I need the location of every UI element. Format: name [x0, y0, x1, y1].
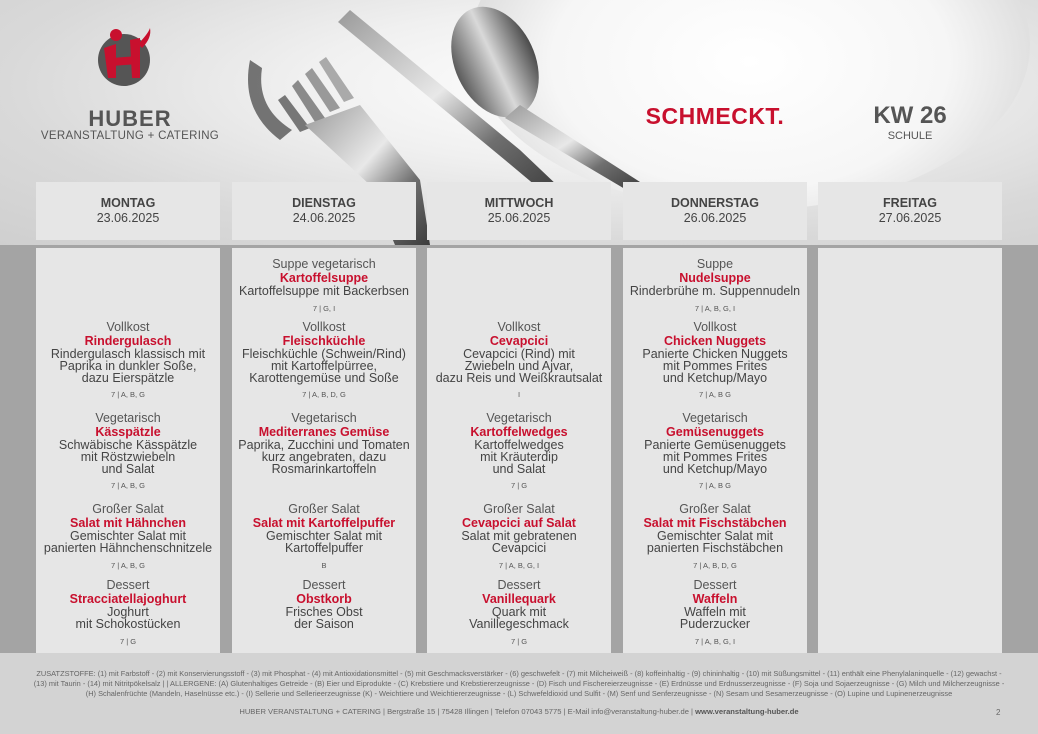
meal-item	[232, 411, 416, 475]
meal-item	[623, 578, 807, 646]
meal-category: Dessert	[302, 578, 346, 592]
meal-description: Gemischter Salat mit Kartoffelpuffer	[265, 529, 382, 555]
meal-codes: 7 | A, B, G, I	[694, 303, 736, 313]
meal-item	[427, 320, 611, 399]
day-header-wednesday	[427, 182, 611, 240]
day-header-tuesday	[232, 182, 416, 240]
meal-name: Kartoffelwedges	[470, 425, 568, 439]
meal-description: Cevapcici (Rind) mit Zwiebeln und Ajvar, dazu Reis und Weißkrautsalat	[435, 347, 603, 385]
meal-category: Vollkost	[302, 320, 346, 334]
meal-category: Vegetarisch	[682, 411, 748, 425]
day-name: DIENSTAG	[292, 196, 356, 210]
meal-item	[232, 257, 416, 313]
day-column-wednesday	[427, 248, 611, 653]
huber-logo-icon	[94, 26, 154, 88]
meal-category: Großer Salat	[483, 502, 555, 516]
meal-description: Waffeln mit Puderzucker	[679, 605, 751, 631]
page-number: 2	[996, 708, 1001, 717]
meal-codes: B	[321, 560, 327, 570]
meal-description: Gemischter Salat mit panierten Hähnchenschnitzele	[43, 529, 213, 555]
brand-subtitle: VERANSTALTUNG + CATERING	[40, 130, 220, 142]
meal-name: Salat mit Fischstäbchen	[643, 516, 787, 530]
meal-codes: 7 | A, B, G, I	[694, 636, 736, 646]
meal-category: Vollkost	[497, 320, 541, 334]
day-name: MONTAG	[100, 196, 156, 210]
meal-item	[623, 257, 807, 313]
meal-category: Dessert	[106, 578, 150, 592]
meal-name: Obstkorb	[296, 592, 352, 606]
day-date: 26.06.2025	[683, 211, 747, 225]
meal-codes: 7 | G, I	[312, 303, 336, 313]
footer-address: HUBER VERANSTALTUNG + CATERING | Bergstraße 15 | 75428 Illingen | Telefon 07043 5775 | E-Mail info@veranstaltung-huber.de |	[239, 707, 693, 716]
meal-codes: 7 | A, B G	[699, 481, 731, 491]
meal-description: Frisches Obst der Saison	[285, 605, 363, 631]
meal-name: Nudelsuppe	[679, 271, 751, 285]
meal-item	[36, 502, 220, 570]
meal-name: Mediterranes Gemüse	[258, 425, 390, 439]
meal-category: Vegetarisch	[291, 411, 357, 425]
meal-item	[36, 411, 220, 490]
brand-name: HUBER	[88, 106, 172, 131]
meal-category: Suppe	[696, 257, 734, 271]
meal-description: Rindergulasch klassisch mit Paprika in dunkler Soße, dazu Eierspätzle	[50, 347, 206, 385]
meal-description: Kartoffelwedges mit Kräuterdip und Salat	[474, 438, 564, 476]
meal-name: Rindergulasch	[84, 334, 172, 348]
meal-description: Rinderbrühe m. Suppennudeln	[629, 284, 801, 298]
meal-category: Vegetarisch	[486, 411, 552, 425]
meal-codes: 7 | G	[119, 636, 137, 646]
meal-name: Salat mit Hähnchen	[70, 516, 186, 530]
day-date: 25.06.2025	[487, 211, 551, 225]
footer-website-link[interactable]: www.veranstaltung-huber.de	[695, 707, 799, 716]
meal-category: Vollkost	[693, 320, 737, 334]
footer-contact	[32, 707, 1006, 716]
meal-description: Panierte Chicken Nuggets mit Pommes Frites und Ketchup/Mayo	[642, 347, 788, 385]
meal-description: Schwäbische Kässpätzle mit Röstzwiebeln und Salat	[58, 438, 198, 476]
day-date: 23.06.2025	[96, 211, 160, 225]
day-header-friday	[818, 182, 1002, 240]
meal-codes: I	[517, 390, 521, 400]
meal-item	[427, 578, 611, 646]
meal-name: Fleischküchle	[282, 334, 366, 348]
meal-name: Gemüsenuggets	[666, 425, 764, 439]
day-header-thursday	[623, 182, 807, 240]
day-date: 24.06.2025	[292, 211, 356, 225]
meal-description: Kartoffelsuppe mit Backerbsen	[238, 284, 409, 298]
meal-description: Gemischter Salat mit panierten Fischstäbchen	[646, 529, 784, 555]
meal-item	[623, 502, 807, 570]
meal-category: Dessert	[693, 578, 737, 592]
meal-codes: 7 | A, B, G	[110, 390, 146, 400]
meal-name: Vanillequark	[482, 592, 556, 606]
meal-codes: 7 | A, B, G	[110, 481, 146, 491]
meal-name: Waffeln	[692, 592, 738, 606]
week-label: KW 26	[873, 102, 947, 129]
meal-codes: 7 | A, B G	[699, 390, 731, 400]
meal-description: Paprika, Zucchini und Tomaten kurz angebraten, dazu Rosmarinkartoffeln	[238, 438, 410, 476]
week-sub: SCHULE	[887, 130, 933, 142]
meal-description: Panierte Gemüsenuggets mit Pommes Frites und Ketchup/Mayo	[644, 438, 786, 476]
meal-description: Quark mit Vanillegeschmack	[469, 605, 569, 631]
meal-item	[232, 320, 416, 399]
day-column-monday	[36, 248, 220, 653]
day-column-friday	[818, 248, 1002, 653]
meal-item	[36, 320, 220, 399]
day-name: DONNERSTAG	[671, 196, 759, 210]
day-header-monday	[36, 182, 220, 240]
meal-category: Großer Salat	[288, 502, 360, 516]
day-name: FREITAG	[883, 196, 937, 210]
day-name: MITTWOCH	[484, 196, 554, 210]
meal-codes: 7 | G	[510, 636, 528, 646]
meal-category: Großer Salat	[92, 502, 164, 516]
footer-additives: ZUSATZSTOFFE: (1) mit Farbstoff - (2) mit Konservierungsstoff - (3) mit Phosphat - (4) mit Antioxidationsmittel - (5) mit Geschmacksverstärker - (6) geschwefelt - (7) mit Milcheiweiß - (8) koffeinhaltig - (9) chininhaltig - (10) mit Süßungsmittel - (11) enthält eine Phenylalaninquelle - (12) gewachst - (13) mit Taurin - (14) mit Nitritpökelsalz | | ALLERGENE: (A) Glutenhaltiges Getreide - (B) Eier und Eiprodukte - (C) Krebstiere und Krebstiererzeugnisse - (D) Fisch und Fischereierzeugnisse - (E) Erdnüsse und Erdnusserzeugnisse - (F) Soja und Sojaerzeugnisse - (G) Milch und Milcherzeugnisse - (H) Schalenfrüchte (Mandeln, Haselnüsse etc.) - (I) Sellerie und Sellerieerzeugnisse (K) - Weichtiere und Weichtiererzeugnisse - (L) Schwefeldioxid und Sulfit - (M) Senf und Senferzeugnisse - (N) Sesam und Sesamerzeugnisse - (O) Lupine und Lupinenerzeugnisse	[33, 669, 1005, 698]
meal-name: Stracciatellajoghurt	[69, 592, 187, 606]
meal-item	[232, 502, 416, 570]
meal-name: Salat mit Kartoffelpuffer	[252, 516, 396, 530]
meal-name: Cevapcici auf Salat	[462, 516, 576, 530]
day-date: 27.06.2025	[878, 211, 942, 225]
meal-codes: 7 | G	[510, 481, 528, 491]
meal-name: Kartoffelsuppe	[279, 271, 369, 285]
day-column-thursday	[623, 248, 807, 653]
meal-description: Salat mit gebratenen Cevapcici	[461, 529, 577, 555]
meal-codes: 7 | A, B, G, I	[498, 560, 540, 570]
meal-category: Vegetarisch	[95, 411, 161, 425]
meal-name: Chicken Nuggets	[663, 334, 767, 348]
meal-item	[36, 578, 220, 646]
meal-codes: 7 | A, B, G	[110, 560, 146, 570]
meal-category: Suppe vegetarisch	[272, 257, 376, 271]
meal-category: Vollkost	[106, 320, 150, 334]
meal-item	[623, 411, 807, 490]
meal-description: Joghurt mit Schokostücken	[75, 605, 181, 631]
meal-item	[427, 411, 611, 490]
meal-description: Fleischküchle (Schwein/Rind) mit Kartoffelpürree, Karottengemüse und Soße	[242, 347, 406, 385]
meal-codes: 7 | A, B, D, G	[302, 390, 346, 400]
day-column-tuesday	[232, 248, 416, 653]
slogan: SCHMECKT.	[645, 103, 785, 129]
meal-category: Dessert	[497, 578, 541, 592]
meal-item	[427, 502, 611, 570]
meal-codes: 7 | A, B, D, G	[693, 560, 737, 570]
meal-name: Kässpätzle	[95, 425, 161, 439]
meal-item	[623, 320, 807, 399]
meal-item	[232, 578, 416, 631]
meal-category: Großer Salat	[679, 502, 751, 516]
meal-name: Cevapcici	[489, 334, 549, 348]
